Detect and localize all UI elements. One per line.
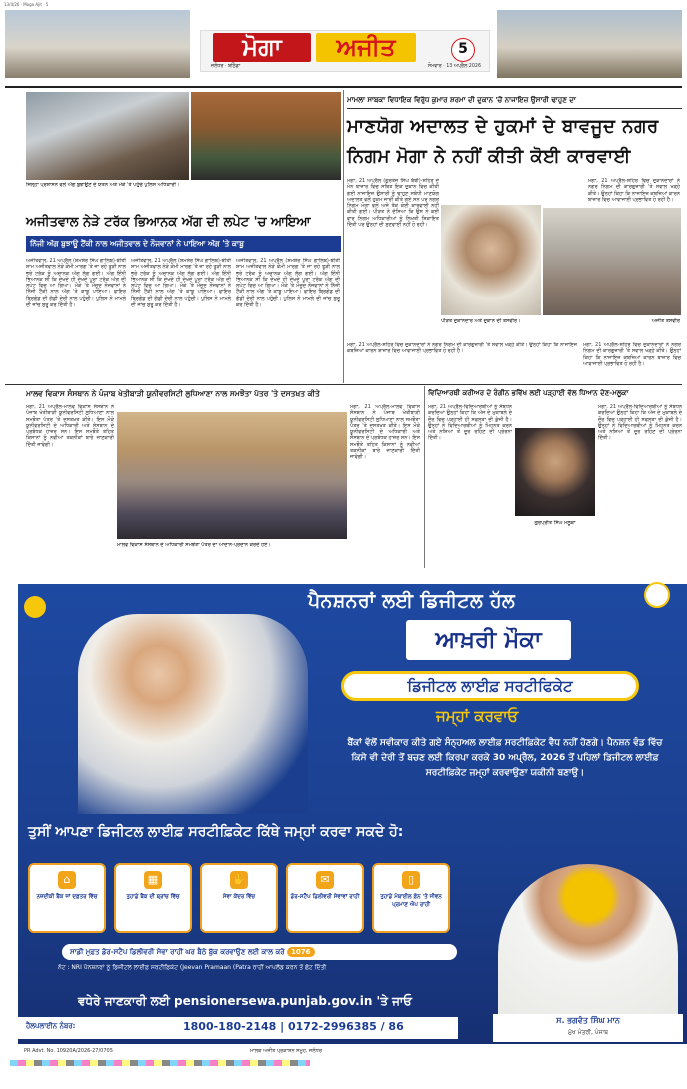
masthead-date: ਸੋਮਵਾਰ · 13 ਅਪ੍ਰੈਲ 2026 [427,64,481,69]
cm-name: ਸ. ਭਗਵੰਤ ਸਿੰਘ ਮਾਨ [556,1016,620,1025]
mou-story-body: ਮੋਗਾ, 21 ਅਪ੍ਰੈਲ-ਮਾਲਵ ਵਿਕਾਸ ਸੰਸਥਾਨ ਨੇ ਪੰਜਾਬ ਖੇਤੀਬਾੜੀ ਯੂਨੀਵਰਸਿਟੀ ਲੁਧਿਆਣਾ ਨਾਲ ਸਮਝੌਤਾ ਪੱਤਰ 'ਤੇ ਦਸਤਖ਼ਤ ਕੀਤੇ। ਇਸ ਮੌਕੇ ਯੂਨੀਵਰਸਿਟੀ ਦੇ ਅਧਿਕਾਰੀ ਅਤੇ ਸੰਸਥਾਨ ਦੇ ਪ੍ਰਬੰਧਕ ਹਾਜ਼ਰ ਸਨ। ਇਸ ਸਮਝੌਤੇ ਤਹਿਤ ਕਿਸਾਨਾਂ ਨੂੰ ਨਵੀਆਂ ਤਕਨੀਕਾਂ ਬਾਰੇ ਜਾਣਕਾਰੀ ਦਿੱਤੀ ਜਾਵੇਗੀ। [26,404,114,448]
shop-photo [543,208,681,315]
section-rule [5,384,682,385]
kicker-rule [347,108,682,109]
fire-story-body-2: ਅਜੀਤਵਾਲ, 21 ਅਪ੍ਰੈਲ (ਸ਼ਮਸ਼ੇਰ ਸਿੰਘ ਗਾਲਿਬ)-ਬੀਤੀ ਸ਼ਾਮ ਅਜੀਤਵਾਲ ਨੇੜੇ ਕੌਮੀ ਮਾਰਗ 'ਤੇ ਜਾ ਰਹੇ ਤੂੜੀ ਨਾਲ ਭਰੇ ਟਰੱਕ ਨੂੰ ਅਚਾਨਕ ਅੱਗ ਲੱਗ ਗਈ। ਅੱਗ ਇੰਨੀ ਭਿਆਨਕ ਸੀ ਕਿ ਦੇਖਦੇ ਹੀ ਦੇਖਦੇ ਪੂਰਾ ਟਰੱਕ ਅੱਗ ਦੀ ਲਪੇਟ ਵਿਚ ਆ ਗਿਆ। ਮੌਕੇ 'ਤੇ ਮੌਜੂਦ ਨੌਜਵਾਨਾਂ ਨੇ ਨਿੱਜੀ ਟੈਂਕੀ ਨਾਲ ਅੱਗ 'ਤੇ ਕਾਬੂ ਪਾਇਆ। ਫਾਇਰ ਬ੍ਰਿਗੇਡ ਦੀ ਗੱਡੀ ਦੇਰੀ ਨਾਲ ਪਹੁੰਚੀ। ਪੁਲਿਸ ਨੇ ਮਾਮਲੇ ਦੀ ਜਾਂਚ ਸ਼ੁਰੂ ਕਰ ਦਿੱਤੀ ਹੈ। [131,258,231,309]
mou-story-body-2: ਮੋਗਾ, 21 ਅਪ੍ਰੈਲ-ਮਾਲਵ ਵਿਕਾਸ ਸੰਸਥਾਨ ਨੇ ਪੰਜਾਬ ਖੇਤੀਬਾੜੀ ਯੂਨੀਵਰਸਿਟੀ ਲੁਧਿਆਣਾ ਨਾਲ ਸਮਝੌਤਾ ਪੱਤਰ 'ਤੇ ਦਸਤਖ਼ਤ ਕੀਤੇ। ਇਸ ਮੌਕੇ ਯੂਨੀਵਰਸਿਟੀ ਦੇ ਅਧਿਕਾਰੀ ਅਤੇ ਸੰਸਥਾਨ ਦੇ ਪ੍ਰਬੰਧਕ ਹਾਜ਼ਰ ਸਨ। ਇਸ ਸਮਝੌਤੇ ਤਹਿਤ ਕਿਸਾਨਾਂ ਨੂੰ ਨਵੀਆਂ ਤਕਨੀਕਾਂ ਬਾਰੇ ਜਾਣਕਾਰੀ ਦਿੱਤੀ ਜਾਵੇਗੀ। [350,404,420,461]
top-story-caption: ਪੀੜਤ ਦੁਕਾਨਦਾਰ ਅਤੇ ਦੁਕਾਨ ਦੀ ਤਸਵੀਰ। [441,318,521,324]
column-divider [343,90,344,383]
masthead-edition: ਜਲੰਧਰ · ਬਠਿੰਡਾ [211,64,241,69]
helpline-label: ਹੈਲਪਲਾਈਨ ਨੰਬਰ: [26,1022,76,1030]
option-label: ਤੁਹਾਡੇ ਮੋਬਾਈਲ ਫ਼ੋਨ 'ਤੇ ਜੀਵਨ ਪ੍ਰਮਾਣ ਐਪ ਰਾਹੀਂ [380,894,442,908]
dept-logo [24,596,46,618]
building-icon: ⌂ [58,871,76,889]
malooka-photo [515,428,595,516]
ad-where-heading: ਤੁਸੀਂ ਆਪਣਾ ਡਿਜੀਟਲ ਲਾਈਫ਼ ਸਰਟੀਫ਼ਿਕੇਟ ਕਿੱਥੇ ਜਮ੍ਹਾਂ ਕਰਵਾ ਸਕਦੇ ਹੋ: [28,824,404,840]
pension-advertisement [18,574,687,1044]
top-story-headline-1: ਮਾਣਯੋਗ ਅਦਾਲਤ ਦੇ ਹੁਕਮਾਂ ਦੇ ਬਾਵਜੂਦ ਨਗਰ [347,116,659,137]
ad-website[interactable]: ਵਧੇਰੇ ਜਾਣਕਾਰੀ ਲਈ pensionersewa.punjab.gov.in 'ਤੇ ਜਾਓ [78,994,412,1008]
right-story-body-2: ਮੋਗਾ, 21 ਅਪ੍ਰੈਲ-ਵਿਦਿਆਰਥੀਆਂ ਨੂੰ ਸੰਬੋਧਨ ਕਰਦਿਆਂ ਉਨ੍ਹਾਂ ਕਿਹਾ ਕਿ ਅੱਜ ਦੇ ਮੁਕਾਬਲੇ ਦੇ ਦੌਰ ਵਿਚ ਪੜ੍ਹਾਈ ਹੀ ਸਫਲਤਾ ਦੀ ਕੁੰਜੀ ਹੈ। ਉਨ੍ਹਾਂ ਨੇ ਵਿਦਿਆਰਥੀਆਂ ਨੂੰ ਮਿਹਨਤ ਕਰਨ ਅਤੇ ਨਸ਼ਿਆਂ ਤੋਂ ਦੂਰ ਰਹਿਣ ਦੀ ਪ੍ਰੇਰਨਾ ਦਿੱਤੀ। [598,404,682,442]
mou-story-headline: ਮਾਲਵ ਵਿਕਾਸ ਸੰਸਥਾਨ ਨੇ ਪੰਜਾਬ ਖੇਤੀਬਾੜੀ ਯੂਨੀਵਰਸਿਟੀ ਲੁਧਿਆਣਾ ਨਾਲ ਸਮਝੌਤਾ ਪੱਤਰ 'ਤੇ ਦਸਤਖ਼ਤ ਕੀਤੇ [26,389,320,398]
mou-photo [117,412,347,539]
option-label: ਡੋਰ-ਸਟੈਪ ਡਿਲੀਵਰੀ ਸੇਵਾਵਾਂ ਰਾਹੀਂ [290,894,360,900]
masthead-subline [211,63,481,69]
fire-story-body: ਅਜੀਤਵਾਲ, 21 ਅਪ੍ਰੈਲ (ਸ਼ਮਸ਼ੇਰ ਸਿੰਘ ਗਾਲਿਬ)-ਬੀਤੀ ਸ਼ਾਮ ਅਜੀਤਵਾਲ ਨੇੜੇ ਕੌਮੀ ਮਾਰਗ 'ਤੇ ਜਾ ਰਹੇ ਤੂੜੀ ਨਾਲ ਭਰੇ ਟਰੱਕ ਨੂੰ ਅਚਾਨਕ ਅੱਗ ਲੱਗ ਗਈ। ਅੱਗ ਇੰਨੀ ਭਿਆਨਕ ਸੀ ਕਿ ਦੇਖਦੇ ਹੀ ਦੇਖਦੇ ਪੂਰਾ ਟਰੱਕ ਅੱਗ ਦੀ ਲਪੇਟ ਵਿਚ ਆ ਗਿਆ। ਮੌਕੇ 'ਤੇ ਮੌਜੂਦ ਨੌਜਵਾਨਾਂ ਨੇ ਨਿੱਜੀ ਟੈਂਕੀ ਨਾਲ ਅੱਗ 'ਤੇ ਕਾਬੂ ਪਾਇਆ। ਫਾਇਰ ਬ੍ਰਿਗੇਡ ਦੀ ਗੱਡੀ ਦੇਰੀ ਨਾਲ ਪਹੁੰਚੀ। ਪੁਲਿਸ ਨੇ ਮਾਮਲੇ ਦੀ ਜਾਂਚ ਸ਼ੁਰੂ ਕਰ ਦਿੱਤੀ ਹੈ। [26,258,126,309]
option-card-4 [286,863,364,933]
registration-marks [10,1060,310,1066]
cm-title: ਮੁੱਖ ਮੰਤਰੀ, ਪੰਜਾਬ [567,1029,609,1036]
ad-banner: ਡਿਜੀਟਲ ਲਾਈਫ਼ ਸਰਟੀਫਿਕੇਟ [341,671,639,701]
top-story-headline-2: ਨਿਗਮ ਮੋਗਾ ਨੇ ਨਹੀਂ ਕੀਤੀ ਕੋਈ ਕਾਰਵਾਈ [347,146,631,167]
bank-icon: ▦ [144,871,162,889]
right-story-body: ਮੋਗਾ, 21 ਅਪ੍ਰੈਲ-ਵਿਦਿਆਰਥੀਆਂ ਨੂੰ ਸੰਬੋਧਨ ਕਰਦਿਆਂ ਉਨ੍ਹਾਂ ਕਿਹਾ ਕਿ ਅੱਜ ਦੇ ਮੁਕਾਬਲੇ ਦੇ ਦੌਰ ਵਿਚ ਪੜ੍ਹਾਈ ਹੀ ਸਫਲਤਾ ਦੀ ਕੁੰਜੀ ਹੈ। ਉਨ੍ਹਾਂ ਨੇ ਵਿਦਿਆਰਥੀਆਂ ਨੂੰ ਮਿਹਨਤ ਕਰਨ ਅਤੇ ਨਸ਼ਿਆਂ ਤੋਂ ਦੂਰ ਰਹਿਣ ਦੀ ਪ੍ਰੇਰਨਾ ਦਿੱਤੀ। [428,404,512,442]
masthead-city: ਮੋਗਾ [213,33,311,62]
ad-call-strip [62,944,457,960]
header-photo-left [5,10,190,78]
ad-top-band [18,574,687,584]
shopkeeper-photo [441,205,541,315]
ad-note: ਨੋਟ : NRI ਪੈਨਸ਼ਨਰਾਂ ਨੂੰ ਡਿਜੀਟਲ ਲਾਈਫ਼ ਸਰਟੀਫ਼ਿਕੇਟ (Jeevan Pramaan (Patra ਰਾਹੀਂ ਆਪਲੋਡ ਕਰਨ ਤੋਂ ਛੋਟ ਦਿੱਤੀ [58,964,327,971]
top-story-body: ਮੋਗਾ, 21 ਅਪ੍ਰੈਲ (ਗੁਰਤੇਜ ਸਿੰਘ ਬੱਬੀ)-ਸ਼ਹਿਰ ਦੇ ਮੇਨ ਬਾਜ਼ਾਰ ਵਿਚ ਸਥਿਤ ਇਕ ਦੁਕਾਨ ਵਿਚ ਕੀਤੀ ਗਈ ਨਾਜਾਇਜ਼ ਉਸਾਰੀ ਨੂੰ ਢਾਹੁਣ ਸਬੰਧੀ ਮਾਣਯੋਗ ਅਦਾਲਤ ਵਲੋਂ ਹੁਕਮ ਜਾਰੀ ਕੀਤੇ ਗਏ ਸਨ ਪਰ ਨਗਰ ਨਿਗਮ ਮੋਗਾ ਵਲੋਂ ਅਜੇ ਤੱਕ ਕੋਈ ਕਾਰਵਾਈ ਨਹੀਂ ਕੀਤੀ ਗਈ। ਪੀੜਤ ਨੇ ਦੱਸਿਆ ਕਿ ਉਸ ਨੇ ਕਈ ਵਾਰ ਨਿਗਮ ਅਧਿਕਾਰੀਆਂ ਨੂੰ ਲਿਖਤੀ ਸ਼ਿਕਾਇਤ ਦਿੱਤੀ ਪਰ ਉਨ੍ਹਾਂ ਦੀ ਸੁਣਵਾਈ ਨਹੀਂ ਹੋ ਰਹੀ। [347,178,439,229]
top-story-body-right: ਮੋਗਾ, 21 ਅਪ੍ਰੈਲ-ਸ਼ਹਿਰ ਵਿਚ ਦੁਕਾਨਦਾਰਾਂ ਨੇ ਨਗਰ ਨਿਗਮ ਦੀ ਕਾਰਗੁਜ਼ਾਰੀ 'ਤੇ ਸਵਾਲ ਖੜ੍ਹੇ ਕੀਤੇ। ਉਨ੍ਹਾਂ ਕਿਹਾ ਕਿ ਨਾਜਾਇਜ਼ ਕਬਜ਼ਿਆਂ ਕਾਰਨ ਬਾਜ਼ਾਰ ਵਿਚ ਆਵਾਜਾਈ ਪ੍ਰਭਾਵਿਤ ਹੋ ਰਹੀ ਹੈ। [588,178,680,203]
couple-photo [78,614,308,814]
punjab-emblem [644,582,670,608]
phone-icon: ▯ [402,871,420,889]
ad-body: ਬੈਂਕਾਂ ਵੱਲੋਂ ਸਵੀਕਾਰ ਕੀਤੇ ਗਏ ਸੰਨ੍ਹਅਲ ਲਾਈਫ਼ ਸਰਟੀਫ਼ਿਕੇਟ ਵੈਧ ਨਹੀਂ ਹੋਣਗੇ। ਪੈਨਸ਼ਨ ਵੰਡ ਵਿੱਚ ਕਿਸੇ ਵੀ ਦੇਰੀ ਤੋਂ ਬਚਣ ਲਈ ਕਿਰਪਾ ਕਰਕੇ 30 ਅਪ੍ਰੈਲ, 2026 ਤੋਂ ਪਹਿਲਾਂ ਡਿਜੀਟਲ ਲਾਈਫ਼ ਸਰਟੀਫ਼ਿਕੇਟ ਜਮ੍ਹਾਂ ਕਰਵਾਉਣਾ ਯਕੀਨੀ ਬਣਾਉ। [347,738,663,778]
top-story-byline: ਅਜੀਤ ਤਸਵੀਰ [651,318,680,324]
print-meta: 13/4/26 · Moga Ajit · 5 [4,2,49,7]
page-number: 5 [451,38,475,62]
police-photo [191,92,341,180]
fire-story-subhead: ਨਿੱਜੀ ਅੱਗ ਬੁਝਾਊ ਟੈਂਕੀ ਨਾਲ ਅਜੀਤਵਾਲ ਦੇ ਨੌਜਵਾਨਾਂ ਨੇ ਪਾਇਆ ਅੱਗ 'ਤੇ ਕਾਬੂ [26,236,341,252]
header-photo-right [497,10,682,78]
right-story-headline: ਵਿਦਿਆਰਥੀ ਕਰੀਅਰ ਦੇ ਰੰਗੀਨ ਭਵਿੱਖ ਲਈ ਪੜ੍ਹਾਈ ਵੱਲ ਧਿਆਨ ਦੇਣ-ਮਲੂਕਾ [428,389,629,397]
masthead [200,30,490,72]
ad-submit-text: ਜਮ੍ਹਾਂ ਕਰਵਾਓ [436,707,519,725]
ad-last-chance: ਆਖ਼ਰੀ ਮੌਕਾ [406,620,571,660]
photo-caption: ਜ਼ਿਲ੍ਹਾ ਪ੍ਰਸ਼ਾਸਨ ਵਲੋਂ ਅੱਗ ਬੁਝਾਉਣ ਦੇ ਯਤਨ ਅਤੇ ਮੌਕੇ 'ਤੇ ਪਹੁੰਚੇ ਪੁਲਿਸ ਅਧਿਕਾਰੀ। [26,182,180,188]
mid-story-body-2: ਮੋਗਾ, 21 ਅਪ੍ਰੈਲ-ਸ਼ਹਿਰ ਵਿਚ ਦੁਕਾਨਦਾਰਾਂ ਨੇ ਨਗਰ ਨਿਗਮ ਦੀ ਕਾਰਗੁਜ਼ਾਰੀ 'ਤੇ ਸਵਾਲ ਖੜ੍ਹੇ ਕੀਤੇ। ਉਨ੍ਹਾਂ ਕਿਹਾ ਕਿ ਨਾਜਾਇਜ਼ ਕਬਜ਼ਿਆਂ ਕਾਰਨ ਬਾਜ਼ਾਰ ਵਿਚ ਆਵਾਜਾਈ ਪ੍ਰਭਾਵਿਤ ਹੋ ਰਹੀ ਹੈ। [583,342,681,367]
mou-caption: ਮਾਲਵ ਵਿਕਾਸ ਸੰਸਥਾਨ ਦੇ ਅਧਿਕਾਰੀ ਸਮਝੌਤਾ ਪੱਤਰ ਦਾ ਆਦਾਨ-ਪ੍ਰਦਾਨ ਕਰਦੇ ਹੋਏ। [117,542,271,548]
mail-icon: ✉ [316,871,334,889]
top-story-kicker: ਮਾਮਲਾ ਸਾਬਕਾ ਵਿਧਾਇਕ ਵਿਰੁੱਧ ਕੁਮਾਰ ਸ਼ਰਮਾ ਦੀ ਦੁਕਾਨ 'ਚੋਂ ਨਾਜਾਇਜ਼ ਉਸਾਰੀ ਢਾਹੁਣ ਦਾ [347,96,576,104]
ad-strip-number: 1076 [287,947,314,957]
ad-strip-text: ਸਾਡੀ ਮੁਫ਼ਤ ਡੋਰ-ਸਟੈਪ ਡਿਲੀਵਰੀ ਸੇਵਾ ਰਾਹੀਂ ਘਰ ਬੈਠੇ ਬੁੱਕ ਕਰਵਾਉਣ ਲਈ ਕਾਲ ਕਰੋ [70,948,285,956]
option-label: ਨਜ਼ਦੀਕੀ ਬੈਂਕ ਜਾਂ ਦਫ਼ਤਰ ਵਿੱਚ [36,894,98,900]
masthead-rule [5,86,682,88]
option-label: ਸੇਵਾ ਕੇਂਦਰ ਵਿੱਚ [222,894,256,900]
fire-photo [26,92,189,180]
option-card-5 [372,863,450,933]
masthead-logo: ਅਜੀਤ [316,33,416,62]
fire-story-body-3: ਅਜੀਤਵਾਲ, 21 ਅਪ੍ਰੈਲ (ਸ਼ਮਸ਼ੇਰ ਸਿੰਘ ਗਾਲਿਬ)-ਬੀਤੀ ਸ਼ਾਮ ਅਜੀਤਵਾਲ ਨੇੜੇ ਕੌਮੀ ਮਾਰਗ 'ਤੇ ਜਾ ਰਹੇ ਤੂੜੀ ਨਾਲ ਭਰੇ ਟਰੱਕ ਨੂੰ ਅਚਾਨਕ ਅੱਗ ਲੱਗ ਗਈ। ਅੱਗ ਇੰਨੀ ਭਿਆਨਕ ਸੀ ਕਿ ਦੇਖਦੇ ਹੀ ਦੇਖਦੇ ਪੂਰਾ ਟਰੱਕ ਅੱਗ ਦੀ ਲਪੇਟ ਵਿਚ ਆ ਗਿਆ। ਮੌਕੇ 'ਤੇ ਮੌਜੂਦ ਨੌਜਵਾਨਾਂ ਨੇ ਨਿੱਜੀ ਟੈਂਕੀ ਨਾਲ ਅੱਗ 'ਤੇ ਕਾਬੂ ਪਾਇਆ। ਫਾਇਰ ਬ੍ਰਿਗੇਡ ਦੀ ਗੱਡੀ ਦੇਰੀ ਨਾਲ ਪਹੁੰਚੀ। ਪੁਲਿਸ ਨੇ ਮਾਮਲੇ ਦੀ ਜਾਂਚ ਸ਼ੁਰੂ ਕਰ ਦਿੱਤੀ ਹੈ। [236,258,340,309]
cm-name-card [493,1014,683,1042]
footer-mid: ਮਾਲਕ ਅਜੀਤ ਪ੍ਰਕਾਸ਼ਨ ਸਮੂਹ, ਜਲੰਧਰ [250,1048,322,1054]
hand-icon: ✋ [230,871,248,889]
helpline-numbers[interactable]: 1800-180-2148 | 0172-2996385 / 86 [183,1020,404,1033]
ad-title: ਪੈਨਸ਼ਨਰਾਂ ਲਈ ਡਿਜੀਟਲ ਹੱਲ [308,590,516,612]
cm-photo [498,864,678,1014]
footer-left: PR Advt. No. 10920A/2026-27/0705 [24,1048,113,1054]
mid-story-body: ਮੋਗਾ, 21 ਅਪ੍ਰੈਲ-ਸ਼ਹਿਰ ਵਿਚ ਦੁਕਾਨਦਾਰਾਂ ਨੇ ਨਗਰ ਨਿਗਮ ਦੀ ਕਾਰਗੁਜ਼ਾਰੀ 'ਤੇ ਸਵਾਲ ਖੜ੍ਹੇ ਕੀਤੇ। ਉਨ੍ਹਾਂ ਕਿਹਾ ਕਿ ਨਾਜਾਇਜ਼ ਕਬਜ਼ਿਆਂ ਕਾਰਨ ਬਾਜ਼ਾਰ ਵਿਚ ਆਵਾਜਾਈ ਪ੍ਰਭਾਵਿਤ ਹੋ ਰਹੀ ਹੈ। [347,342,577,355]
option-card-3 [200,863,278,933]
ad-helpline-bar [18,1017,458,1039]
option-card-1 [28,863,106,933]
option-label: ਤੁਹਾਡੇ ਬੈਂਕ ਦੀ ਬ੍ਰਾਂਚ ਵਿੱਚ [126,894,180,900]
fire-story-headline: ਅਜੀਤਵਾਲ ਨੇੜੇ ਟਰੱਕ ਭਿਆਨਕ ਅੱਗ ਦੀ ਲਪੇਟ 'ਚ ਆਇਆ [26,215,311,230]
column-divider-2 [424,386,425,568]
right-story-caption: ਗੁਰਪ੍ਰੀਤ ਸਿੰਘ ਮਲੂਕਾ [534,520,576,526]
option-card-2 [114,863,192,933]
